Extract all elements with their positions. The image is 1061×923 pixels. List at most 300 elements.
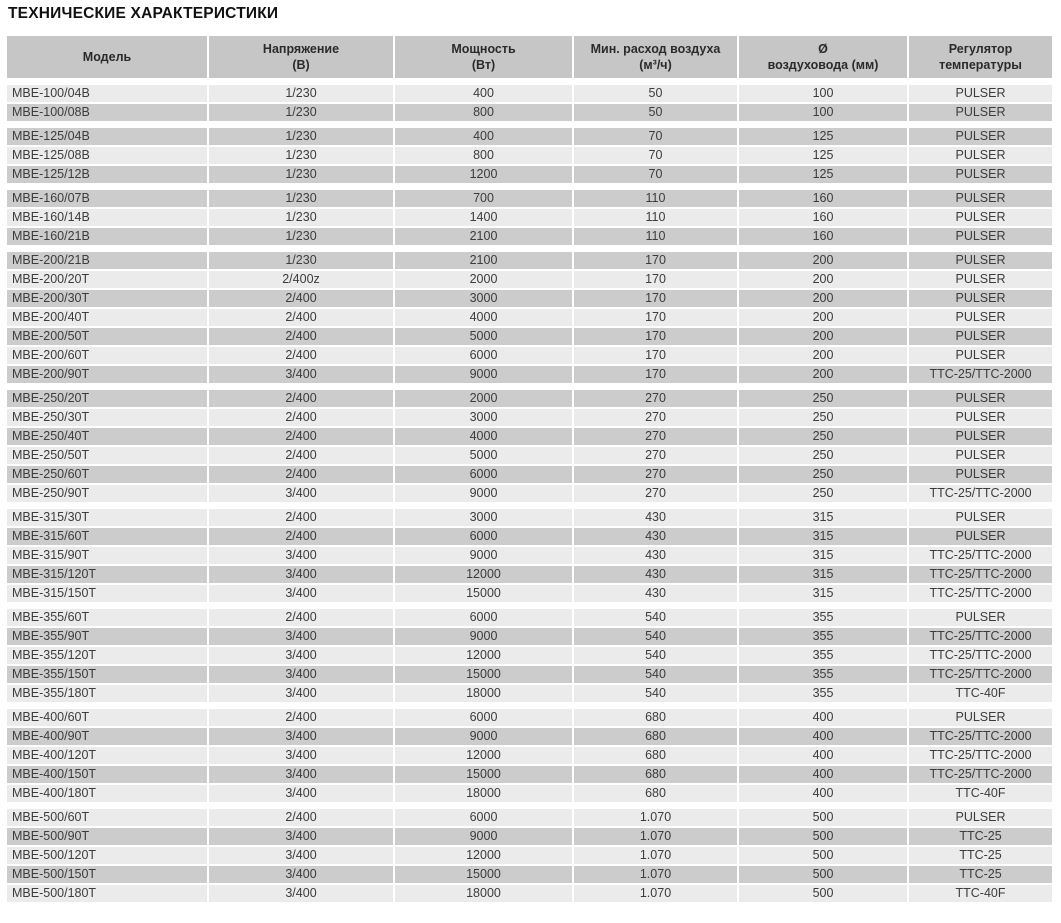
cell-temp-regulator: TTC-25 <box>909 847 1052 864</box>
cell-airflow: 680 <box>574 709 737 726</box>
cell-duct-diameter: 200 <box>739 347 907 364</box>
cell-airflow: 50 <box>574 85 737 102</box>
cell-voltage: 3/400 <box>209 366 393 383</box>
cell-voltage: 3/400 <box>209 866 393 883</box>
cell-power: 800 <box>395 104 572 121</box>
cell-temp-regulator: PULSER <box>909 128 1052 145</box>
table-row <box>7 566 1052 583</box>
table-row <box>7 709 1052 726</box>
cell-temp-regulator: TTC-25/TTC-2000 <box>909 366 1052 383</box>
cell-temp-regulator: PULSER <box>909 390 1052 407</box>
cell-model: MBE-125/04B <box>7 128 207 145</box>
cell-voltage: 1/230 <box>209 166 393 183</box>
cell-model: MBE-355/60T <box>7 609 207 626</box>
cell-airflow: 680 <box>574 747 737 764</box>
cell-duct-diameter: 125 <box>739 128 907 145</box>
cell-power: 18000 <box>395 785 572 802</box>
cell-power: 9000 <box>395 628 572 645</box>
cell-voltage: 2/400 <box>209 809 393 826</box>
table-row <box>7 785 1052 802</box>
cell-model: MBE-200/21B <box>7 252 207 269</box>
cell-power: 2000 <box>395 390 572 407</box>
column-header-temp-regulator <box>909 36 1052 78</box>
cell-power: 6000 <box>395 347 572 364</box>
table-row <box>7 647 1052 664</box>
cell-voltage: 2/400 <box>209 466 393 483</box>
column-header-label: Мин. расход воздуха <box>590 42 721 56</box>
cell-duct-diameter: 250 <box>739 390 907 407</box>
cell-power: 700 <box>395 190 572 207</box>
cell-duct-diameter: 400 <box>739 728 907 745</box>
cell-temp-regulator: TTC-25/TTC-2000 <box>909 728 1052 745</box>
cell-duct-diameter: 160 <box>739 190 907 207</box>
cell-duct-diameter: 200 <box>739 328 907 345</box>
cell-power: 1200 <box>395 166 572 183</box>
column-header-unit: (В) <box>292 58 310 72</box>
cell-power: 6000 <box>395 609 572 626</box>
cell-voltage: 3/400 <box>209 647 393 664</box>
cell-duct-diameter: 355 <box>739 666 907 683</box>
cell-model: MBE-160/14B <box>7 209 207 226</box>
cell-voltage: 2/400 <box>209 528 393 545</box>
table-body <box>7 85 1052 902</box>
cell-model: MBE-500/90T <box>7 828 207 845</box>
cell-power: 1400 <box>395 209 572 226</box>
cell-model: MBE-200/50T <box>7 328 207 345</box>
cell-temp-regulator: PULSER <box>909 409 1052 426</box>
cell-voltage: 2/400 <box>209 447 393 464</box>
cell-airflow: 170 <box>574 309 737 326</box>
table-row <box>7 666 1052 683</box>
table-row <box>7 447 1052 464</box>
column-header-label: Регулятор <box>948 42 1013 56</box>
cell-duct-diameter: 500 <box>739 828 907 845</box>
cell-duct-diameter: 355 <box>739 628 907 645</box>
cell-temp-regulator: PULSER <box>909 271 1052 288</box>
cell-power: 15000 <box>395 866 572 883</box>
cell-temp-regulator: PULSER <box>909 466 1052 483</box>
table-row <box>7 809 1052 826</box>
cell-airflow: 270 <box>574 466 737 483</box>
cell-temp-regulator: PULSER <box>909 104 1052 121</box>
cell-model: MBE-355/150T <box>7 666 207 683</box>
cell-power: 3000 <box>395 290 572 307</box>
cell-voltage: 3/400 <box>209 547 393 564</box>
table-row <box>7 271 1052 288</box>
cell-power: 15000 <box>395 766 572 783</box>
table-row <box>7 847 1052 864</box>
cell-duct-diameter: 200 <box>739 271 907 288</box>
cell-voltage: 3/400 <box>209 785 393 802</box>
cell-airflow: 110 <box>574 209 737 226</box>
cell-duct-diameter: 355 <box>739 647 907 664</box>
cell-model: MBE-200/40T <box>7 309 207 326</box>
table-row <box>7 290 1052 307</box>
table-row <box>7 509 1052 526</box>
cell-voltage: 1/230 <box>209 147 393 164</box>
cell-duct-diameter: 500 <box>739 809 907 826</box>
table-row <box>7 328 1052 345</box>
column-header-model <box>7 36 207 78</box>
table-row <box>7 209 1052 226</box>
cell-power: 2100 <box>395 252 572 269</box>
cell-duct-diameter: 200 <box>739 309 907 326</box>
cell-temp-regulator: PULSER <box>909 252 1052 269</box>
cell-temp-regulator: PULSER <box>909 328 1052 345</box>
cell-temp-regulator: TTC-25/TTC-2000 <box>909 566 1052 583</box>
cell-voltage: 1/230 <box>209 85 393 102</box>
cell-airflow: 1.070 <box>574 828 737 845</box>
cell-voltage: 1/230 <box>209 209 393 226</box>
cell-temp-regulator: TTC-25/TTC-2000 <box>909 747 1052 764</box>
cell-power: 12000 <box>395 566 572 583</box>
cell-model: MBE-400/120T <box>7 747 207 764</box>
cell-power: 9000 <box>395 547 572 564</box>
cell-model: MBE-400/150T <box>7 766 207 783</box>
cell-power: 5000 <box>395 328 572 345</box>
cell-temp-regulator: PULSER <box>909 528 1052 545</box>
cell-power: 12000 <box>395 747 572 764</box>
cell-temp-regulator: PULSER <box>909 809 1052 826</box>
cell-duct-diameter: 200 <box>739 366 907 383</box>
cell-power: 6000 <box>395 528 572 545</box>
cell-airflow: 540 <box>574 609 737 626</box>
cell-temp-regulator: TTC-25 <box>909 828 1052 845</box>
column-header-label: Напряжение <box>262 42 340 56</box>
cell-airflow: 270 <box>574 428 737 445</box>
table-row <box>7 347 1052 364</box>
cell-model: MBE-315/30T <box>7 509 207 526</box>
cell-power: 9000 <box>395 366 572 383</box>
cell-airflow: 680 <box>574 728 737 745</box>
cell-duct-diameter: 250 <box>739 447 907 464</box>
cell-temp-regulator: PULSER <box>909 609 1052 626</box>
cell-model: MBE-250/40T <box>7 428 207 445</box>
cell-model: MBE-315/120T <box>7 566 207 583</box>
table-row <box>7 366 1052 383</box>
cell-temp-regulator: TTC-25/TTC-2000 <box>909 547 1052 564</box>
cell-airflow: 70 <box>574 147 737 164</box>
cell-voltage: 3/400 <box>209 847 393 864</box>
cell-temp-regulator: TTC-25 <box>909 866 1052 883</box>
table-row <box>7 228 1052 245</box>
cell-voltage: 3/400 <box>209 666 393 683</box>
cell-voltage: 2/400 <box>209 409 393 426</box>
cell-temp-regulator: PULSER <box>909 428 1052 445</box>
cell-model: MBE-250/50T <box>7 447 207 464</box>
cell-temp-regulator: PULSER <box>909 166 1052 183</box>
column-header-airflow <box>574 36 737 78</box>
cell-voltage: 3/400 <box>209 485 393 502</box>
cell-power: 2100 <box>395 228 572 245</box>
cell-power: 9000 <box>395 728 572 745</box>
cell-model: MBE-400/90T <box>7 728 207 745</box>
cell-temp-regulator: TTC-40F <box>909 785 1052 802</box>
cell-power: 3000 <box>395 509 572 526</box>
cell-model: MBE-100/08B <box>7 104 207 121</box>
cell-model: MBE-500/120T <box>7 847 207 864</box>
cell-airflow: 430 <box>574 509 737 526</box>
cell-airflow: 430 <box>574 547 737 564</box>
cell-airflow: 430 <box>574 566 737 583</box>
cell-voltage: 2/400 <box>209 390 393 407</box>
cell-airflow: 70 <box>574 128 737 145</box>
table-row <box>7 585 1052 602</box>
cell-airflow: 170 <box>574 328 737 345</box>
table-row <box>7 485 1052 502</box>
specs-table <box>7 36 1052 904</box>
cell-voltage: 1/230 <box>209 228 393 245</box>
cell-model: MBE-355/90T <box>7 628 207 645</box>
cell-power: 2000 <box>395 271 572 288</box>
cell-duct-diameter: 315 <box>739 547 907 564</box>
cell-voltage: 3/400 <box>209 828 393 845</box>
cell-airflow: 680 <box>574 766 737 783</box>
cell-voltage: 3/400 <box>209 747 393 764</box>
cell-model: MBE-250/90T <box>7 485 207 502</box>
cell-power: 15000 <box>395 585 572 602</box>
table-row <box>7 309 1052 326</box>
table-row <box>7 190 1052 207</box>
table-row <box>7 728 1052 745</box>
cell-airflow: 170 <box>574 366 737 383</box>
table-row <box>7 828 1052 845</box>
cell-power: 6000 <box>395 466 572 483</box>
cell-temp-regulator: TTC-25/TTC-2000 <box>909 666 1052 683</box>
cell-temp-regulator: PULSER <box>909 85 1052 102</box>
table-row <box>7 466 1052 483</box>
table-row <box>7 128 1052 145</box>
cell-power: 6000 <box>395 809 572 826</box>
cell-power: 4000 <box>395 428 572 445</box>
table-row <box>7 528 1052 545</box>
cell-duct-diameter: 250 <box>739 428 907 445</box>
cell-power: 18000 <box>395 685 572 702</box>
diameter-symbol: Ø <box>818 42 828 56</box>
cell-duct-diameter: 125 <box>739 166 907 183</box>
table-row <box>7 885 1052 902</box>
cell-duct-diameter: 400 <box>739 747 907 764</box>
table-row <box>7 547 1052 564</box>
column-header-unit: температуры <box>939 58 1022 72</box>
cell-duct-diameter: 355 <box>739 609 907 626</box>
cell-duct-diameter: 315 <box>739 566 907 583</box>
cell-voltage: 2/400z <box>209 271 393 288</box>
table-row <box>7 609 1052 626</box>
page-title: ТЕХНИЧЕСКИЕ ХАРАКТЕРИСТИКИ <box>8 5 279 22</box>
cell-airflow: 170 <box>574 271 737 288</box>
cell-duct-diameter: 160 <box>739 209 907 226</box>
cell-temp-regulator: PULSER <box>909 147 1052 164</box>
cell-airflow: 270 <box>574 390 737 407</box>
cell-voltage: 2/400 <box>209 347 393 364</box>
cell-power: 9000 <box>395 485 572 502</box>
cell-temp-regulator: PULSER <box>909 509 1052 526</box>
cell-power: 9000 <box>395 828 572 845</box>
cell-duct-diameter: 100 <box>739 104 907 121</box>
cell-voltage: 3/400 <box>209 685 393 702</box>
cell-airflow: 1.070 <box>574 809 737 826</box>
cell-model: MBE-250/20T <box>7 390 207 407</box>
cell-voltage: 2/400 <box>209 328 393 345</box>
cell-model: MBE-200/60T <box>7 347 207 364</box>
table-row <box>7 252 1052 269</box>
cell-duct-diameter: 500 <box>739 847 907 864</box>
cell-voltage: 2/400 <box>209 309 393 326</box>
cell-voltage: 1/230 <box>209 104 393 121</box>
cell-voltage: 3/400 <box>209 566 393 583</box>
cell-airflow: 110 <box>574 190 737 207</box>
cell-model: MBE-160/21B <box>7 228 207 245</box>
cell-voltage: 1/230 <box>209 252 393 269</box>
cell-voltage: 2/400 <box>209 609 393 626</box>
cell-duct-diameter: 315 <box>739 509 907 526</box>
cell-duct-diameter: 200 <box>739 290 907 307</box>
cell-power: 400 <box>395 128 572 145</box>
cell-duct-diameter: 160 <box>739 228 907 245</box>
cell-duct-diameter: 355 <box>739 685 907 702</box>
cell-temp-regulator: PULSER <box>909 309 1052 326</box>
cell-model: MBE-500/60T <box>7 809 207 826</box>
cell-model: MBE-160/07B <box>7 190 207 207</box>
cell-duct-diameter: 315 <box>739 585 907 602</box>
cell-duct-diameter: 315 <box>739 528 907 545</box>
cell-model: MBE-200/20T <box>7 271 207 288</box>
cell-temp-regulator: TTC-25/TTC-2000 <box>909 766 1052 783</box>
cell-power: 800 <box>395 147 572 164</box>
column-header-duct-diameter <box>739 36 907 78</box>
cell-duct-diameter: 500 <box>739 866 907 883</box>
cell-airflow: 70 <box>574 166 737 183</box>
cell-airflow: 540 <box>574 628 737 645</box>
cell-model: MBE-125/12B <box>7 166 207 183</box>
column-header-unit: (Вт) <box>471 58 496 72</box>
table-row <box>7 428 1052 445</box>
column-header-label: Модель <box>82 50 132 64</box>
cell-voltage: 3/400 <box>209 885 393 902</box>
cell-model: MBE-355/120T <box>7 647 207 664</box>
cell-voltage: 1/230 <box>209 128 393 145</box>
column-header-label: Мощность <box>451 42 516 56</box>
table-row <box>7 747 1052 764</box>
cell-airflow: 540 <box>574 647 737 664</box>
cell-airflow: 270 <box>574 447 737 464</box>
table-row <box>7 390 1052 407</box>
table-row <box>7 685 1052 702</box>
cell-power: 5000 <box>395 447 572 464</box>
table-row <box>7 628 1052 645</box>
cell-airflow: 110 <box>574 228 737 245</box>
cell-temp-regulator: TTC-25/TTC-2000 <box>909 647 1052 664</box>
column-header-unit: воздуховода (мм) <box>767 58 879 72</box>
cell-model: MBE-315/150T <box>7 585 207 602</box>
cell-model: MBE-250/30T <box>7 409 207 426</box>
cell-airflow: 270 <box>574 485 737 502</box>
table-row <box>7 85 1052 102</box>
cell-duct-diameter: 125 <box>739 147 907 164</box>
cell-temp-regulator: PULSER <box>909 447 1052 464</box>
cell-power: 12000 <box>395 847 572 864</box>
cell-voltage: 2/400 <box>209 509 393 526</box>
table-row <box>7 147 1052 164</box>
cell-airflow: 270 <box>574 409 737 426</box>
table-row <box>7 409 1052 426</box>
cell-duct-diameter: 400 <box>739 785 907 802</box>
cell-power: 400 <box>395 85 572 102</box>
cell-voltage: 2/400 <box>209 428 393 445</box>
cell-temp-regulator: PULSER <box>909 709 1052 726</box>
cell-duct-diameter: 250 <box>739 485 907 502</box>
cell-model: MBE-315/60T <box>7 528 207 545</box>
cell-model: MBE-500/150T <box>7 866 207 883</box>
cell-airflow: 540 <box>574 685 737 702</box>
cell-model: MBE-400/180T <box>7 785 207 802</box>
table-header-row <box>7 36 1052 78</box>
cell-duct-diameter: 500 <box>739 885 907 902</box>
cell-temp-regulator: TTC-25/TTC-2000 <box>909 485 1052 502</box>
cell-temp-regulator: TTC-25/TTC-2000 <box>909 585 1052 602</box>
cell-voltage: 2/400 <box>209 709 393 726</box>
cell-duct-diameter: 400 <box>739 766 907 783</box>
cell-temp-regulator: TTC-40F <box>909 885 1052 902</box>
cell-temp-regulator: PULSER <box>909 228 1052 245</box>
cell-airflow: 540 <box>574 666 737 683</box>
cell-voltage: 2/400 <box>209 290 393 307</box>
cell-power: 12000 <box>395 647 572 664</box>
cell-airflow: 1.070 <box>574 885 737 902</box>
cell-duct-diameter: 250 <box>739 409 907 426</box>
cell-temp-regulator: PULSER <box>909 290 1052 307</box>
table-row <box>7 766 1052 783</box>
cell-model: MBE-125/08B <box>7 147 207 164</box>
column-header-power <box>395 36 572 78</box>
cell-temp-regulator: PULSER <box>909 190 1052 207</box>
cell-model: MBE-315/90T <box>7 547 207 564</box>
column-header-voltage <box>209 36 393 78</box>
cell-airflow: 50 <box>574 104 737 121</box>
cell-airflow: 170 <box>574 290 737 307</box>
cell-model: MBE-100/04B <box>7 85 207 102</box>
cell-power: 4000 <box>395 309 572 326</box>
cell-duct-diameter: 200 <box>739 252 907 269</box>
cell-airflow: 430 <box>574 528 737 545</box>
cell-model: MBE-500/180T <box>7 885 207 902</box>
cell-voltage: 3/400 <box>209 628 393 645</box>
cell-duct-diameter: 250 <box>739 466 907 483</box>
cell-duct-diameter: 100 <box>739 85 907 102</box>
cell-power: 6000 <box>395 709 572 726</box>
cell-airflow: 1.070 <box>574 847 737 864</box>
cell-airflow: 680 <box>574 785 737 802</box>
cell-model: MBE-250/60T <box>7 466 207 483</box>
column-header-unit: (м³/ч) <box>639 58 672 72</box>
cell-duct-diameter: 400 <box>739 709 907 726</box>
cell-temp-regulator: TTC-40F <box>909 685 1052 702</box>
cell-voltage: 3/400 <box>209 766 393 783</box>
cell-voltage: 3/400 <box>209 585 393 602</box>
cell-airflow: 1.070 <box>574 866 737 883</box>
cell-temp-regulator: PULSER <box>909 209 1052 226</box>
cell-airflow: 170 <box>574 252 737 269</box>
cell-airflow: 170 <box>574 347 737 364</box>
cell-power: 3000 <box>395 409 572 426</box>
cell-power: 18000 <box>395 885 572 902</box>
cell-airflow: 430 <box>574 585 737 602</box>
cell-model: MBE-355/180T <box>7 685 207 702</box>
cell-power: 15000 <box>395 666 572 683</box>
cell-temp-regulator: TTC-25/TTC-2000 <box>909 628 1052 645</box>
cell-model: MBE-200/90T <box>7 366 207 383</box>
